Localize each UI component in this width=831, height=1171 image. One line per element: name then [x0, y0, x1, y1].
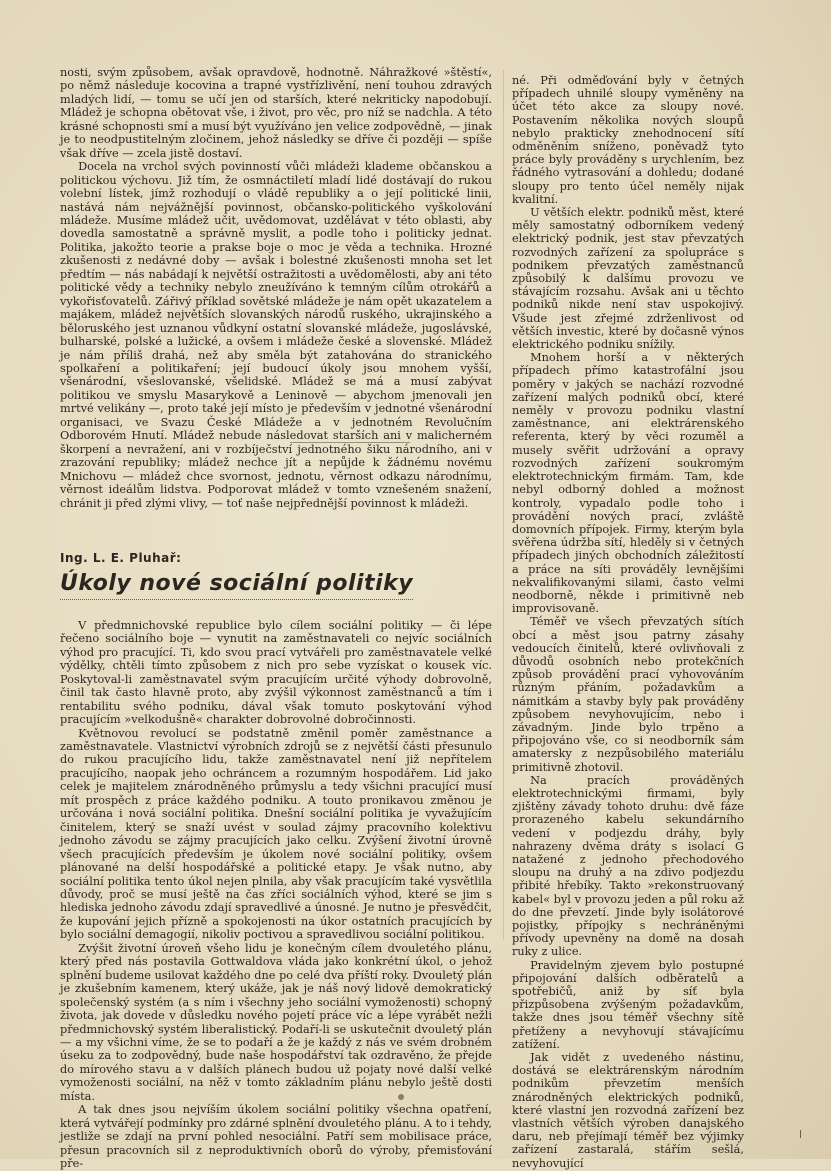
article-paragraph: Zvýšit životní úroveň všeho lidu je konečným cílem dvouletého plánu, který před nás postavila Gottwaldova vláda jako konkrétní úkol, o jehož splnění budeme usilovat každého dne po celé dva příští roky. Dvouletý plán je zkušebním kamenem, který ukáže, jak je náš nový lidově demokratický společenský systém (a s ním i všechny jeho sociální vymoženosti) schopný života, jak dovede v důsledku nového pojetí práce víc a lépe vyrábět nežli předmnichovský systém liberalistický. Podaří-li se uskutečnit dvouletý plán — a my všichni víme, že se to podaří a že je každý z nás ve svém drobném úseku za to zodpovědný, bude naše hospodářství tak ozdravěno, že přejde do mírového stavu a v dalších plánech budou už pojaty nové další velké vymoženosti sociální, na něž v tomto základním plánu nebylo ještě dosti místa.	[60, 941, 492, 1103]
right-paragraph: Na pracích prováděných elektrotechnickými firmami, byly zjištěny závady tohoto druhu: dvě fáze prorazeného kabelu sekundárního vedení v podjezdu dráhy, byly nahrazeny dvěma dráty s isolací G natažené z jednoho přechodového sloupu na druhý a na zdivo podjezdu přibité hřebíky. Takto »rekonstruovaný kabel« byl v provozu jeden a půl roku až do dne převzetí. Jinde byly isolátorové pojistky, přípojky s nechráněnými přívody upevněny na domě na dosah ruky z ulice.	[512, 773, 744, 959]
left-column	[60, 66, 492, 1171]
intro-paragraph: nosti, svým způsobem, avšak opravdově, hodnotně. Náhražkové »štěstí«, po němž následuje kocovina a trapné vystřízlivění, není touhou zdravých mladých lidí, — tomu se učí jen od starších, které nekriticky napodobují. Mládež je schopna obětovat vše, i život, pro věc, pro níž se nadchla. A této krásné schopnosti smí a musí být využíváno jen velice zodpovědně, — jinak je to neodpustitelným zločinem, jehož následky se dříve či později — spíše však dříve — zcela jistě dostaví.	[60, 66, 492, 160]
punch-hole-mark	[398, 1094, 404, 1100]
right-paragraph: Jak vidět z uvedeného nástinu, dostává se elektrárenským národním podnikům převzetím menších znárodněných elektrických podniků, které vlastní jen rozvodná zařízení bez vlastních větších výroben danajského daru, neb přejímají téměř bez výjimky zařízení zastaralá, stářím sešlá, nevyhovující	[512, 1051, 744, 1170]
article-paragraph: A tak dnes jsou nejvíším úkolem sociální politiky všechna opatření, která vytvářejí podmínky pro zdárné splnění dvouletého plánu. A to i tehdy, jestliže se zdají na první pohled nesociální. Patří sem mobilisace práce, přesun pracovních sil z neproduktivních oborů do výroby, přemisťování pře-	[60, 1103, 492, 1171]
right-paragraph: Téměř ve všech převzatých sítích obcí a měst jsou patrny zásahy vedoucích činitelů, které ovlivňovali z důvodů osobních nebo protekčních způsob provádění prací vyhovováním různým přáním, požadavkům a námitkám a stavby byly pak prováděny způsobem nevyhovujícím, nebo i závadným. Jinde bylo trpěno a připojováno vše, co si neodborník sám amatersky z nezpůsobilého materiálu primitivně zhotovil.	[512, 615, 744, 774]
article-body	[60, 619, 492, 1171]
edge-mark	[800, 1130, 801, 1138]
article-author: Ing. L. E. Pluhař:	[60, 550, 182, 565]
right-paragraph: Mnohem horší a v některých případech přímo katastrofální jsou poměry v jakých se nachází rozvodné zařízení malých podniků obcí, které neměly v provozu podniku vlastní zaměstnance, ani elektrárenského referenta, který by věci rozuměl a musely svěřit udržování a opravy rozvodných zařízení soukromým elektrotechnickým firmám. Tam, kde nebyl odborný dohled a možnost kontroly, vypadalo podle toho i provádění nových prací, zvláště domovních přípojek. Firmy, kterým byla svěřena údržba sítí, hleděly si v četných případech jiných obchodních záležitostí a práce na síti prováděly levnějšími nekvalifikovanými silami, často velmi neodborně, někde i primitivně neb improvisovaně.	[512, 351, 744, 616]
right-paragraph: Pravidelným zjevem bylo postupné připojování dalších odběratelů a spotřebičů, aniž by síť byla přizpůsobena zvýšeným požadavkům, takže dnes jsou téměř všechny sítě přetíženy a nevyhovují stávajícímu zatížení.	[512, 958, 744, 1051]
right-paragraph: U větších elektr. podniků měst, které měly samostatný odborníkem vedený elektrický podnik, jest stav převzatých rozvodných zařízení za spolupráce s podnikem převzatých zaměstnanců způsobilý k dalšímu provozu ve stávajícím rozsahu. Avšak ani u těchto podniků nikde není stav uspokojivý. Všude jest zřejmé zdrženlivost od větších investic, které by dočasně výnos elektrického podniku snížily.	[512, 206, 744, 352]
title-rule	[290, 442, 410, 443]
right-column	[512, 74, 744, 1170]
right-paragraph: né. Při odměďování byly v četných případech uhnilé sloupy vyměněny na účet této akce za sloupy nové. Postavením několika nových sloupů nebylo prakticky znehodnocení sítí odměněním sníženo, poněvadž tyto práce byly prováděny s urychlením, bez řádného vytrasování a dohledu; dodané sloupy pro tento účel neměly nijak kvalitní.	[512, 74, 744, 206]
article-paragraph: V předmnichovské republice bylo cílem sociální politiky — či lépe řečeno sociálního boje — vynutit na zaměstnavateli co nejvíc sociálních výhod pro pracující. Ti, kdo svou prací vytvářeli pro zaměstnavatele velké výdělky, chtěli tímto způsobem z nich pro sebe vyzískat o kousek víc. Poskytoval-li zaměstnavatel svým pracujícím určité výhody dobrovolně, činil tak často hlavně proto, aby zvýšil výkonnost zaměstnanců a tím i rentabilitu svého podniku, dával však tomuto poskytování výhod pracujícím »velkodušně« charakter dobrovolné dobročinnosti.	[60, 618, 492, 727]
column-divider	[503, 70, 504, 940]
intro-paragraph: Docela na vrchol svých povinností vůči mládeži klademe občanskou a politickou výchovu. Již tím, že osmnáctiletí mladí lidé dostávají do rukou volební lístek, jímž rozhodují o vládě republiky a o její politické linii, nastává nám nejvážnější povinnost, občansko-politického vyškolování mládeže. Musíme mládež učit, uvědomovat, uzdělávat v této oblasti, aby dovedla samostatně a správně myslit, a podle toho i politicky jednat. Politika, jakožto teorie a prakse boje o moc je věda a technika. Hrozné zkušenosti z nedávné doby — avšak i bolestné zkušenosti mnoha set let předtím — nás nabádají k největší ostražitosti a uvědomělosti, aby ani této politické vědy a techniky nebylo zneužíváno k temným cílům otrokářů a vykořisťovatelů. Zářivý příklad sovětské mládeže je nám opět ukazatelem a majákem, mládež největších slovanských národů ruského, ukrajinského a běloruského jest uznanou vůdkyní ostatní slovanské mládeže, jugoslávské, bulharské, polské a lužické, a ovšem i mládeže české a slovenské. Mládež je nám příliš drahá, než aby směla být zatahována do stranického spolkaření a politikaření; její budoucí úkoly jsou mnohem vyšší, všenárodní, všeslovanské, všelidské. Mládež se má a musí zabývat politikou ve smyslu Masarykově a Leninově — abychom jmenovali jen mrtvé velikány —, proto také její místo je především v jednotné všenárodní organisaci, ve Svazu České Mládeže a v jednotném Revolučním Odborovém Hnutí. Mládež nebude následovat starších ani v malicherném škorpení a nevražení, ani v rozbíječství jednotného šiku národního, ani v zrazování republiky; mládež nechce jít a nepůjde k žádnému novému Mnichovu — mládež chce svornost, jednotu, věrnost odkazu národnímu, věrnost ideálům lidstva. Podporovat mládež v tomto vznešeném snažení, chránit ji před zlými vlivy, — toť naše nejpřednější povinnost k mládeži.	[60, 160, 492, 510]
article-title: Úkoly nové sociální politiky	[60, 571, 413, 600]
article-paragraph: Květnovou revolucí se podstatně změnil poměr zaměstnance a zaměstnavatele. Vlastnictví výrobních zdrojů se z největší části přesunulo do rukou pracujícího lidu, takže zaměstnavatel není již nepřítelem pracujícího, naopak jeho ochráncem a rozumným hospodářem. Lid jako celek je majitelem znárodněného průmyslu a tedy všichni pracující musí mít prospěch z práce každého podniku. A touto pronikavou změnou je určována i nová sociální politika. Dnešní sociální politika je vyvažujícím činitelem, který se snaží uvést v soulad zájmy pracovního kolektivu jednoho závodu se zájmy pracujících jako celku. Zvýšení životní úrovně všech pracujících především je úkolem nové sociální politiky, ovšem plánované na delší hospodářské a politické etapy. Je však nutno, aby sociální politika tento úkol nejen plnila, aby však pracujícím také vysvětlila důvody, proč se musí ještě na čas zříci sociálních výhod, které se jim s hlediska jednoho závodu zdají spravedlivé a únosné. Je nutno je přesvědčit, že kupování jejich přízně a spokojenosti na úkor ostatních pracujících by bylo sociální demagogií, nikoliv poctivou a spravedlivou sociální politikou.	[60, 726, 492, 942]
